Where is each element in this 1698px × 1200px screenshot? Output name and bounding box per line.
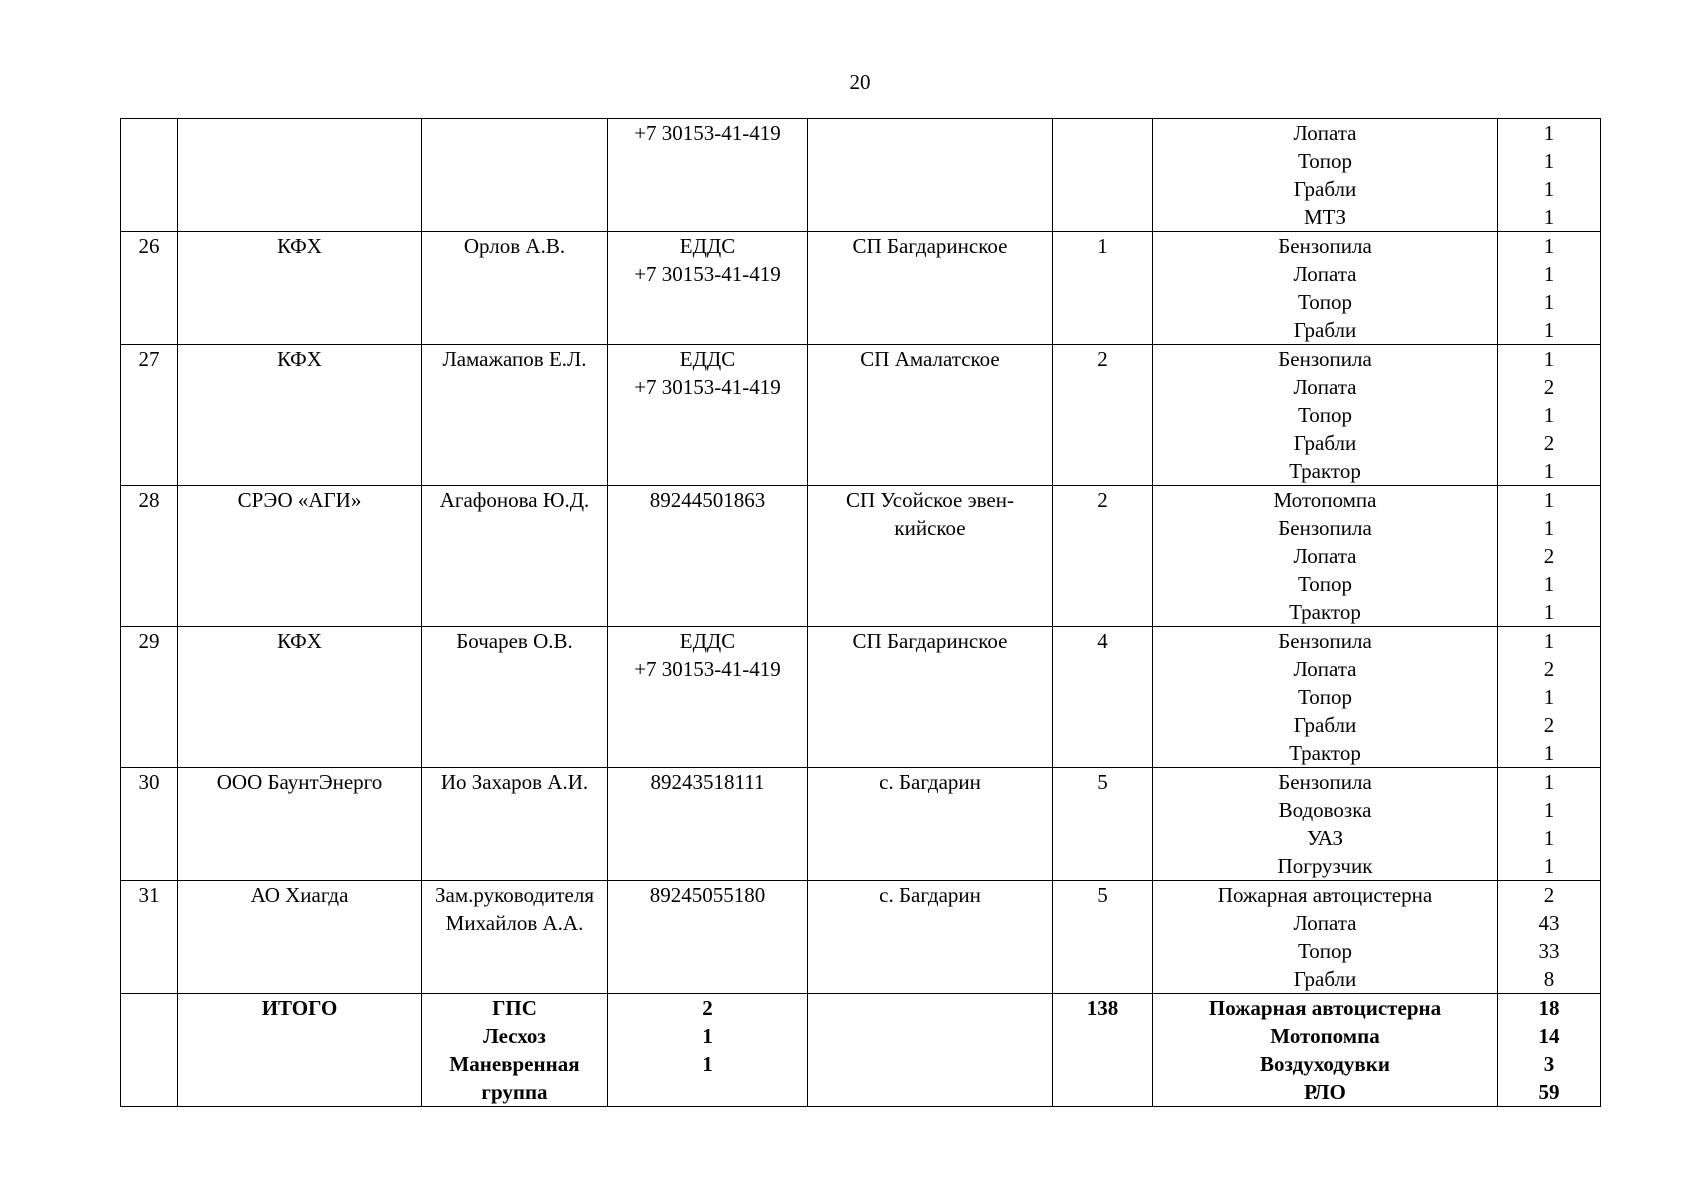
settlement-cell [808,768,1053,881]
quantity-cell-line: 1 [1543,262,1555,286]
quantity-cell-line: 33 [1538,939,1560,963]
quantity-cell-line: 2 [1543,883,1555,907]
phone-cell-line: +7 30153-41-419 [634,375,781,399]
quantity-cell-line: 2 [1543,375,1555,399]
organization-cell [178,232,422,345]
staff-count-cell [1053,119,1153,232]
total-equipment-cell-line: РЛО [1304,1080,1346,1104]
quantity-cell [1498,768,1601,881]
row-number-cell [121,768,178,881]
quantity-cell-line: 8 [1543,967,1555,991]
responsible-person-cell [422,627,608,768]
equipment-cell [1153,627,1498,768]
equipment-cell-line: МТЗ [1303,205,1347,229]
organization-cell [178,768,422,881]
organization-cell [178,627,422,768]
equipment-cell-line: Грабли [1293,177,1357,201]
row-number-cell-text: 28 [138,488,160,512]
quantity-cell-line: 1 [1543,516,1555,540]
responsible-person-cell-text: Бочарев О.В. [456,629,573,653]
quantity-cell-line: 1 [1543,177,1555,201]
equipment-cell [1153,768,1498,881]
quantity-cell [1498,627,1601,768]
quantity-cell-line: 1 [1543,854,1555,878]
equipment-cell-line: Бензопила [1278,629,1372,653]
staff-count-cell [1053,881,1153,994]
equipment-cell-line: Бензопила [1278,234,1372,258]
settlement-cell [808,881,1053,994]
quantity-cell-line: 1 [1543,629,1555,653]
total-quantity-cell [1498,994,1601,1107]
responsible-person-cell [422,232,608,345]
phone-cell-line: 89244501863 [649,488,766,512]
settlement-cell-text: СП Багдаринское [852,629,1008,653]
quantity-cell-line: 1 [1543,318,1555,342]
organization-cell-text: ООО БаунтЭнерго [216,770,383,794]
phone-cell-line: ЕДДС [679,347,736,371]
equipment-cell-line: Топор [1298,685,1352,709]
equipment-cell-line: Лопата [1293,544,1357,568]
staff-count-cell [1053,486,1153,627]
equipment-cell [1153,881,1498,994]
quantity-cell [1498,486,1601,627]
quantity-cell-line: 2 [1543,431,1555,455]
quantity-cell-line: 1 [1543,347,1555,371]
phone-cell [608,119,808,232]
staff-count-cell [1053,627,1153,768]
table-row [121,881,1601,994]
total-empty-cell [121,994,178,1107]
total-group-counts-cell-line: 2 [702,996,713,1020]
table-row [121,768,1601,881]
equipment-cell [1153,345,1498,486]
equipment-cell-line: Топор [1298,939,1352,963]
organization-cell [178,486,422,627]
equipment-cell-line: Пожарная автоцистерна [1217,883,1433,907]
organization-cell [178,881,422,994]
total-groups-cell-line: Лесхоз [483,1024,546,1048]
total-label-cell-text: ИТОГО [261,996,338,1020]
quantity-cell-line: 1 [1543,741,1555,765]
settlement-cell [808,486,1053,627]
organization-cell [178,345,422,486]
quantity-cell-line: 1 [1543,600,1555,624]
row-number-cell [121,486,178,627]
equipment-cell-line: Бензопила [1278,347,1372,371]
table-body [121,119,1601,1107]
equipment-cell-line: Лопата [1293,262,1357,286]
row-number-cell [121,232,178,345]
staff-count-cell-text: 4 [1097,629,1108,653]
phone-cell-line: +7 30153-41-419 [634,657,781,681]
phone-cell [608,345,808,486]
organization-cell-text: КФХ [277,347,322,371]
total-row [121,994,1601,1107]
phone-cell [608,232,808,345]
quantity-cell-line: 1 [1543,403,1555,427]
total-staff-cell-text: 138 [1086,996,1119,1020]
equipment-cell-line: Трактор [1289,741,1361,765]
equipment-cell-line: УАЗ [1306,826,1344,850]
phone-cell-line: ЕДДС [679,234,736,258]
equipment-cell [1153,486,1498,627]
equipment-cell-line: Мотопомпа [1273,488,1377,512]
row-number-cell [121,627,178,768]
total-equipment-cell [1153,994,1498,1107]
responsible-person-cell [422,768,608,881]
total-groups-cell [422,994,608,1107]
quantity-cell-line: 1 [1543,149,1555,173]
organization-cell-text: АО Хиагда [250,883,349,907]
responsible-person-cell [422,486,608,627]
row-number-cell-text: 26 [138,234,160,258]
quantity-cell-line: 1 [1543,205,1555,229]
equipment-cell-line: Водовозка [1278,798,1372,822]
quantity-cell-line: 1 [1543,826,1555,850]
row-number-cell [121,345,178,486]
quantity-cell-line: 43 [1538,911,1560,935]
quantity-cell [1498,345,1601,486]
responsible-person-cell [422,881,608,994]
quantity-cell-line: 1 [1543,121,1555,145]
equipment-cell-line: Трактор [1289,600,1361,624]
total-group-counts-cell-line: 1 [702,1024,713,1048]
phone-cell-line: 89245055180 [649,883,766,907]
responsible-person-cell-text: Ламажапов Е.Л. [442,347,587,371]
quantity-cell [1498,119,1601,232]
total-group-counts-cell-line: 1 [702,1052,713,1076]
total-quantity-cell-line: 59 [1538,1080,1560,1104]
total-label-cell [178,994,422,1107]
equipment-cell [1153,232,1498,345]
organization-cell-text: СРЭО «АГИ» [237,488,362,512]
total-equipment-cell-line: Мотопомпа [1270,1024,1380,1048]
quantity-cell-line: 1 [1543,459,1555,483]
table-row [121,627,1601,768]
phone-cell [608,627,808,768]
phone-cell [608,486,808,627]
equipment-cell [1153,119,1498,232]
staff-count-cell-text: 1 [1097,234,1108,258]
equipment-cell-line: Топор [1298,149,1352,173]
quantity-cell-line: 1 [1543,798,1555,822]
total-settlement-cell [808,994,1053,1107]
total-equipment-cell-line: Пожарная автоцистерна [1208,996,1442,1020]
staff-count-cell [1053,768,1153,881]
phone-cell [608,768,808,881]
total-groups-cell-line: Маневренная группа [449,1052,580,1104]
responsible-person-cell [422,119,608,232]
row-number-cell-text: 27 [138,347,160,371]
equipment-cell-line: Бензопила [1278,516,1372,540]
settlement-cell [808,119,1053,232]
quantity-cell-line: 2 [1543,657,1555,681]
quantity-cell [1498,881,1601,994]
settlement-cell [808,232,1053,345]
resources-table [120,118,1601,1107]
settlement-cell-text: СП Амалатское [860,347,1000,371]
quantity-cell-line: 1 [1543,685,1555,709]
total-quantity-cell-line: 18 [1538,996,1560,1020]
table-row [121,345,1601,486]
total-groups-cell-line: ГПС [492,996,537,1020]
row-number-cell-text: 29 [138,629,160,653]
settlement-cell [808,345,1053,486]
responsible-person-cell [422,345,608,486]
total-group-counts-cell [608,994,808,1107]
quantity-cell-line: 1 [1543,488,1555,512]
settlement-cell-text: с. Багдарин [879,770,981,794]
phone-cell [608,881,808,994]
organization-cell-text: КФХ [277,234,322,258]
page-number: 20 [849,70,871,94]
phone-cell-line: ЕДДС [679,629,736,653]
quantity-cell-line: 1 [1543,234,1555,258]
equipment-cell-line: Топор [1298,403,1352,427]
phone-cell-line: +7 30153-41-419 [634,121,781,145]
staff-count-cell [1053,232,1153,345]
responsible-person-cell-text: Зам.руководителя Михайлов А.А. [435,883,594,935]
equipment-cell-line: Погрузчик [1277,854,1373,878]
row-number-cell [121,881,178,994]
total-quantity-cell-line: 14 [1538,1024,1560,1048]
total-equipment-cell-line: Воздуходувки [1260,1052,1390,1076]
equipment-cell-line: Грабли [1293,318,1357,342]
quantity-cell-line: 1 [1543,290,1555,314]
table-row [121,486,1601,627]
equipment-cell-line: Трактор [1289,459,1361,483]
settlement-cell-text: СП Багдаринское [852,234,1008,258]
staff-count-cell-text: 2 [1097,488,1108,512]
equipment-cell-line: Топор [1298,572,1352,596]
quantity-cell-line: 2 [1543,713,1555,737]
staff-count-cell-text: 5 [1097,770,1108,794]
staff-count-cell-text: 5 [1097,883,1108,907]
staff-count-cell-text: 2 [1097,347,1108,371]
equipment-cell-line: Бензопила [1278,770,1372,794]
organization-cell-text: КФХ [277,629,322,653]
settlement-cell-text: СП Усойское эвен-кийское [846,488,1014,540]
quantity-cell-line: 2 [1543,544,1555,568]
total-quantity-cell-line: 3 [1543,1052,1555,1076]
row-number-cell-text: 31 [138,883,160,907]
phone-cell-line: 89243518111 [650,770,765,794]
equipment-cell-line: Лопата [1293,375,1357,399]
table-row [121,119,1601,232]
quantity-cell-line: 1 [1543,572,1555,596]
phone-cell-line: +7 30153-41-419 [634,262,781,286]
equipment-cell-line: Грабли [1293,713,1357,737]
responsible-person-cell-text: Ио Захаров А.И. [440,770,589,794]
organization-cell [178,119,422,232]
staff-count-cell [1053,345,1153,486]
equipment-cell-line: Лопата [1293,911,1357,935]
equipment-cell-line: Топор [1298,290,1352,314]
responsible-person-cell-text: Орлов А.В. [463,234,566,258]
quantity-cell [1498,232,1601,345]
equipment-cell-line: Грабли [1293,967,1357,991]
quantity-cell-line: 1 [1543,770,1555,794]
table-row [121,232,1601,345]
total-staff-cell [1053,994,1153,1107]
equipment-cell-line: Лопата [1293,657,1357,681]
responsible-person-cell-text: Агафонова Ю.Д. [439,488,590,512]
settlement-cell [808,627,1053,768]
equipment-cell-line: Лопата [1293,121,1357,145]
row-number-cell [121,119,178,232]
row-number-cell-text: 30 [138,770,160,794]
equipment-cell-line: Грабли [1293,431,1357,455]
settlement-cell-text: с. Багдарин [879,883,981,907]
